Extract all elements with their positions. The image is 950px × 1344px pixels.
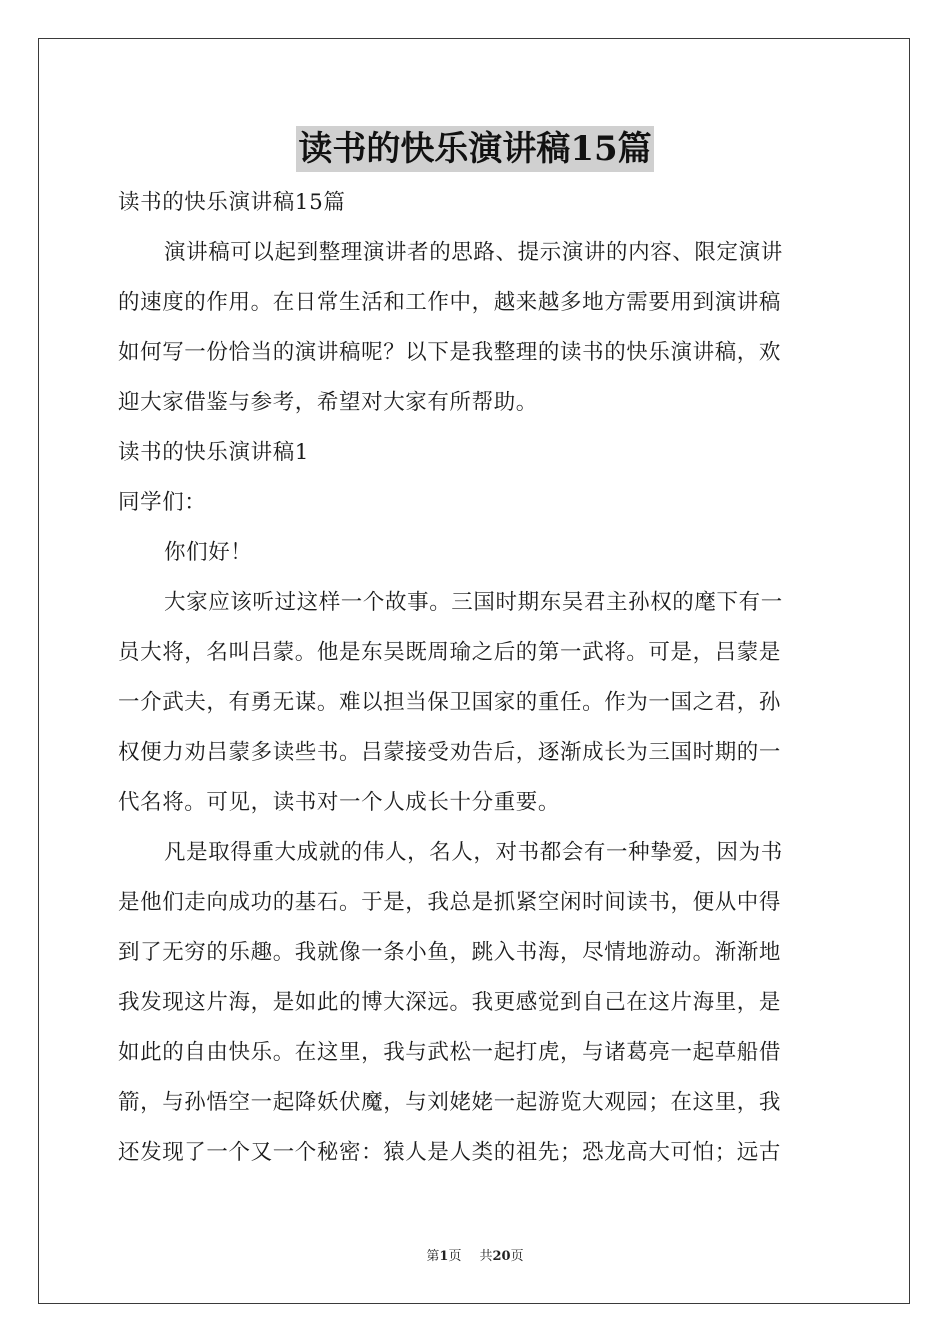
text-line: 凡是取得重大成就的伟人，名人，对书都会有一种挚爱，因为书 [164,840,783,865]
text-line: 你们好！ [164,540,253,565]
text-line: 读书的快乐演讲稿15篇 [118,190,346,215]
title-container [0,126,950,172]
total-pages: 20 [492,1249,511,1264]
text-line: 代名将。可见，读书对一个人成长十分重要。 [118,790,561,815]
text-line: 还发现了一个又一个秘密：猿人是人类的祖先；恐龙高大可怕；远古 [118,1140,782,1165]
text-line: 员大将，名叫吕蒙。他是东吴既周瑜之后的第一武将。可是，吕蒙是 [118,640,782,665]
document-body [118,178,834,1178]
text-line: 一介武夫，有勇无谋。难以担当保卫国家的重任。作为一国之君，孙 [118,690,782,715]
page-prefix: 第 [426,1249,440,1264]
text-line: 大家应该听过这样一个故事。三国时期东吴君主孙权的麾下有一 [164,590,783,615]
total-suffix: 页 [510,1249,524,1264]
text-line: 如何写一份恰当的演讲稿呢？以下是我整理的读书的快乐演讲稿，欢 [118,340,782,365]
text-line: 权便力劝吕蒙多读些书。吕蒙接受劝告后，逐渐成长为三国时期的一 [118,740,782,765]
text-line: 到了无穷的乐趣。我就像一条小鱼，跳入书海，尽情地游动。渐渐地 [118,940,782,965]
text-line: 同学们： [118,490,207,515]
text-line: 如此的自由快乐。在这里，我与武松一起打虎，与诸葛亮一起草船借 [118,1040,782,1065]
page-suffix: 页 [448,1249,462,1264]
text-line: 是他们走向成功的基石。于是，我总是抓紧空闲时间读书，便从中得 [118,890,782,915]
text-line: 箭，与孙悟空一起降妖伏魔，与刘姥姥一起游览大观园；在这里，我 [118,1090,782,1115]
text-line: 我发现这片海，是如此的博大深远。我更感觉到自己在这片海里，是 [118,990,782,1015]
page-footer [0,1245,950,1264]
total-prefix: 共 [479,1249,493,1264]
text-line: 的速度的作用。在日常生活和工作中，越来越多地方需要用到演讲稿 [118,290,782,315]
text-line: 迎大家借鉴与参考，希望对大家有所帮助。 [118,390,538,415]
document-title: 读书的快乐演讲稿15篇 [296,126,653,172]
page-number: 1 [439,1249,449,1264]
text-line: 读书的快乐演讲稿1 [118,440,310,465]
text-line: 演讲稿可以起到整理演讲者的思路、提示演讲的内容、限定演讲 [164,240,783,265]
